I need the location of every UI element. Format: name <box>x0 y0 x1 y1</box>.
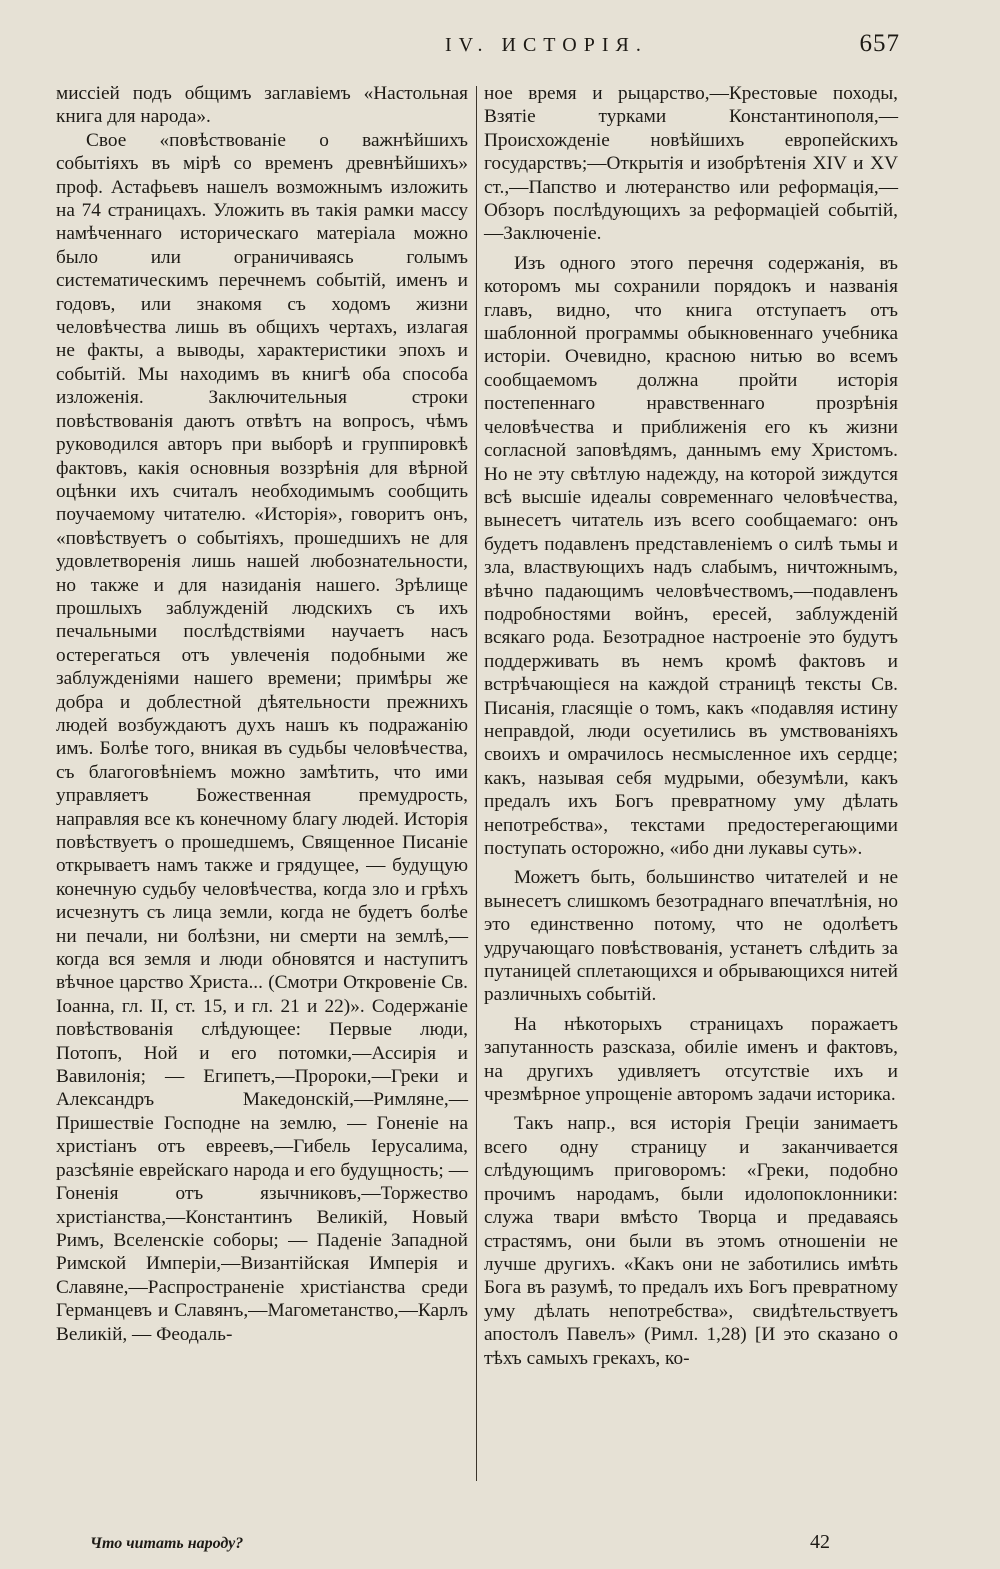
paragraph: Можетъ быть, большинство читателей и не вынесетъ слишкомъ безотраднаго впечатлѣнiя, но это единственно потому, что не одолѣетъ удручающаго повѣствованiя, устанетъ слѣдить за путаницей сплетающихся и обрывающихся нитей различныхъ событiй. <box>484 867 898 1006</box>
right-column <box>484 82 898 1370</box>
paragraph: Изъ одного этого перечня содержанiя, въ которомъ мы сохранили порядокъ и названiя главъ, видно, что книга отступаетъ отъ шаблонной программы обыкновеннаго учебника исторiи. Очевидно, красною нитью во всемъ сообщаемомъ должна пройти исторiя постепеннаго нравственнаго прозрѣнiя человѣчества и приближенiя его къ жизни согласной заповѣдямъ, даннымъ ему Христомъ. Но не эту свѣтлую надежду, на которой зиждутся всѣ высшiе идеалы современнаго человѣчества, вынесетъ читатель изъ всего сообщаемаго: онъ будетъ подавленъ представленiемъ о силѣ тьмы и зла, властвующихъ надъ слабымъ, ничтожнымъ, вѣчно падающимъ человѣчествомъ,—подавленъ подробностями войнъ, ересей, заблужденiй всякаго рода. Безотрадное настроенiе это будутъ поддерживать въ немъ кромѣ фактовъ и встрѣчающiеся на каждой страницѣ тексты Св. Писанiя, гласящiе о томъ, какъ «подавляя истину неправдой, люди осуетились въ умствованiяхъ своихъ и омрачилось несмысленное ихъ сердце; какъ, называя себя мудрыми, обезумѣли, какъ предалъ ихъ Богъ превратному уму дѣлать непотребства», текстами предостерегающими поступать осторожно, «ибо дни лукавы суть». <box>484 252 898 859</box>
paragraph: Свое «повѣствованiе о важнѣйшихъ событiяхъ въ мiрѣ со временъ древнѣйшихъ» проф. Астафьевъ нашелъ возможнымъ изложить на 74 страницахъ. Уложить въ такiя рамки массу намѣченнаго историческаго матерiала можно было или ограничиваясь голымъ систематическимъ перечнемъ событiй, именъ и годовъ, или знакомя съ ходомъ жизни человѣчества лишь въ общихъ чертахъ, излагая не факты, а выводы, характеристики эпохъ и событiй. Мы находимъ въ книгѣ оба способа изложенiя. Заключительныя строки повѣствованiя даютъ отвѣтъ на вопросъ, чѣмъ руководился авторъ при выборѣ и группировкѣ фактовъ, какiя основныя воззрѣнiя для вѣрной оцѣнки ихъ считалъ необходимымъ сообщить поучаемому читателю. «Исторiя», говоритъ онъ, «повѣствуетъ о событiяхъ, прошедшихъ не для удовлетворенiя лишь нашей любознательности, но также и для назиданiя нашего. Зрѣлище прошлыхъ заблужденiй людскихъ съ ихъ печальными послѣдствiями научаетъ насъ остерегаться отъ увлеченiя подобными же заблужденiями нашего времени; примѣры же добра и доблестной дѣятельности прежнихъ людей возбуждаютъ духъ нашъ къ подражанiю имъ. Болѣе того, вникая въ судьбы человѣчества, съ благоговѣнiемъ можно замѣтить, что ими управляетъ Божественная премудрость, направляя все къ конечному благу людей. Исторiя повѣствуетъ о прошедшемъ, Священное Писанiе открываетъ намъ также и грядущее, — будущую конечную судьбу человѣчества, когда зло и грѣхъ исчезнутъ съ лица земли, когда не будетъ болѣе ни печали, ни болѣзни, ни смерти на землѣ,—когда вся земля и люди обновятся и наступитъ вѣчное царство Христа... (Смотри Откровенiе Св. Iоанна, гл. II, ст. 15, и гл. 21 и 22)». Содержанiе повѣствованiя слѣдующее: Первые люди, Потопъ, Ной и его потомки,—Ассирiя и Вавилонiя; — Египетъ,—Пророки,—Греки и Александръ Македонскiй,—Римляне,—Пришествiе Господне на землю, — Гоненiе на христiанъ отъ евреевъ,—Гибель Iерусалима, разсѣянiе еврейскаго народа и его будущность; — Гоненiя отъ язычниковъ,—Торжество христiанства,—Константинъ Великiй, Новый Римъ, Вселенскiе соборы; — Паденiе Западной Римской Имперiи,—Византiйская Имперiя и Славяне,—Распространенiе христiанства среди Германцевъ и Славянъ,—Магометанство,—Карлъ Великiй, — Феодаль- <box>56 129 468 1345</box>
paragraph: На нѣкоторыхъ страницахъ поражаетъ запутанность разсказа, обилiе именъ и фактовъ, на другихъ удивляетъ отсутствiе ихъ и чрезмѣрное упрощенiе авторомъ задачи историка. <box>484 1013 898 1106</box>
running-title: IV. ИСТОРІЯ. <box>445 34 648 56</box>
paragraph: Такъ напр., вся исторiя Грецiи занимаетъ всего одну страницу и заканчивается слѣдующимъ приговоромъ: «Греки, подобно прочимъ народамъ, были идолопоклонники: служа твари вмѣсто Творца и предаваясь страстямъ, они были въ этомъ отношенiи не лучше другихъ. «Какъ они не заботились имѣть Бога въ разумѣ, то предалъ ихъ Богъ превратному уму дѣлать непотребства», свидѣтельствуетъ апостолъ Павелъ» (Римл. 1,28) [И это сказано о тѣхъ самыхъ грекахъ, ко- <box>484 1113 898 1369</box>
footer-signature: Что читать народу? <box>90 1535 244 1552</box>
signature-mark: 42 <box>810 1531 830 1553</box>
paragraph-continuation: миссiей подъ общимъ заглавiемъ «Настольная книга для народа». <box>56 83 468 128</box>
paragraph-continuation: ное время и рыцарство,—Крестовые походы, Взятiе турками Константинополя,—Происхожденiе новѣйшихъ европейскихъ государствъ;—Открытiя и изобрѣтенiя XIV и XV ст.,—Папство и лютеранство или реформацiя,—Обзоръ послѣдующихъ за реформацiей событiй,—Заключенiе. <box>484 83 898 245</box>
page-header <box>60 30 900 64</box>
column-divider <box>476 86 477 1481</box>
left-column <box>56 82 468 1346</box>
page-number: 657 <box>859 30 900 57</box>
page-footer <box>90 1531 830 1565</box>
